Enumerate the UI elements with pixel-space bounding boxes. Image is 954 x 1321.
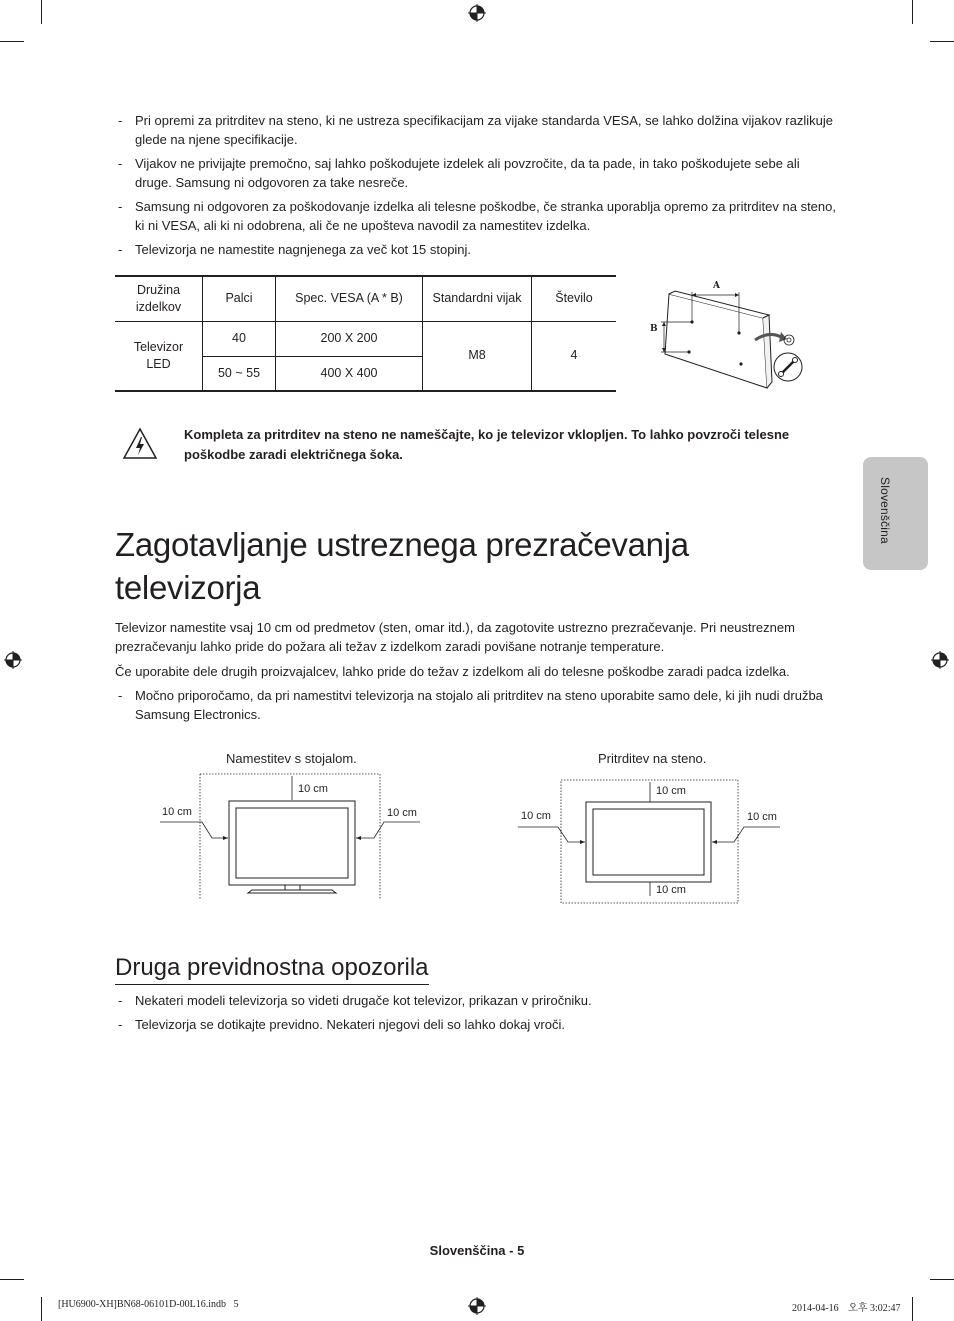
ventilation-notes-list [115,686,840,729]
electric-shock-warning-icon [122,427,158,461]
list-item: - Samsung ni odgovoren za poškodovanje izdelka ali telesne poškodbe, če stranka uporablja opremo za pritrditev na steno, ki ni VESA, ali ki ni odobrena, ali če ne upošteva navodil za namestitev izdelka. [115,197,840,235]
list-item: - Televizorja se dotikajte previdno. Nekateri njegovi deli so lahko dokaj vroči. [115,1015,840,1034]
table-cell: 4 [532,321,617,391]
table-cell: 40 [203,321,276,356]
clearance-right-label: 10 cm [387,807,417,819]
list-item: - Televizorja ne namestite nagnjenega za več kot 15 stopinj. [115,240,840,259]
language-tab-label: Slovenščina [878,477,892,544]
list-item: - Vijakov ne privijajte premočno, saj lahko poškodujete izdelek ali povzročite, da ta pade, in tako poškodujete sebe ali druge. Samsung ni odgovoren za take nesreče. [115,154,840,192]
crop-mark [0,41,24,42]
table-row [115,321,616,356]
language-side-tab [863,457,928,570]
registration-mark-icon [4,651,22,669]
section-title-ventilation [115,523,689,609]
warning-text: Kompleta za pritrditev na steno ne nameščajte, ko je televizor vklopljen. To lahko povzroči telesne poškodbe zaradi električnega šoka. [184,427,790,462]
dimension-a-label: A [713,281,720,291]
dimension-b-label: B [650,324,658,334]
registration-mark-icon [468,1297,486,1315]
vesa-notes-list [115,111,840,264]
table-cell: M8 [423,321,532,391]
table-cell: 50 ~ 55 [203,356,276,391]
clearance-left-label: 10 cm [521,810,551,822]
page-footer: Slovenščina - 5 [429,1243,525,1258]
section-title-precautions: Druga previdnostna opozorila [115,953,429,985]
crop-mark [41,0,42,24]
precautions-list [115,991,840,1039]
list-item: - Pri opremi za pritrditev na steno, ki ne ustreza specifikacijam za vijake standarda VESA, se lahko dolžina vijakov razlikuje glede na njene specifikacije. [115,111,840,149]
table-cell: 200 X 200 [276,321,423,356]
table-header-row [115,276,616,321]
wall-figure-caption: Pritrditev na steno. [598,751,707,766]
table-header: Spec. VESA (A * B) [276,276,423,321]
stand-figure-caption: Namestitev s stojalom. [226,751,357,766]
crop-mark [912,0,913,24]
print-date-info: 2014-04-16 오후 3:02:47 [792,1303,901,1314]
stand-installation-diagram [160,772,425,902]
registration-mark-icon [931,651,949,669]
paragraph: Televizor namestite vsaj 10 cm od predmetov (sten, omar itd.), da zagotovite ustrezno prezračevanje. Pri neustreznem prezračevanju lahko pride do požara ali težav z izdelkom zaradi povišane notranje temperature. [115,620,795,654]
wall-installation-diagram [518,775,783,907]
crop-mark [930,1279,954,1280]
wall-mount-diagram [645,272,810,392]
clearance-right-label: 10 cm [747,811,777,823]
clearance-bottom-label: 10 cm [656,884,686,896]
paragraph: Če uporabite dele drugih proizvajalcev, lahko pride do težav z izdelkom ali do telesne poškodbe zaradi padca izdelka. [115,664,790,679]
table-header: Število [532,276,617,321]
clearance-top-label: 10 cm [656,785,686,797]
crop-mark [930,41,954,42]
table-cell: Televizor LED [115,321,203,391]
clearance-left-label: 10 cm [162,806,192,818]
print-file-info: [HU6900-XH]BN68-06101D-00L16.indb 5 [58,1299,239,1310]
list-item: - Nekateri modeli televizorja so videti drugače kot televizor, prikazan v priročniku. [115,991,840,1010]
registration-mark-icon [468,4,486,22]
title-line: televizorja [115,569,261,606]
title-line: Zagotavljanje ustreznega prezračevanja [115,526,689,563]
clearance-top-label: 10 cm [298,783,328,795]
table-cell: 400 X 400 [276,356,423,391]
crop-mark [41,1297,42,1321]
list-item: - Močno priporočamo, da pri namestitvi televizorja na stojalo ali pritrditev na steno uporabite samo dele, ki jih nudi družba Samsung Electronics. [115,686,840,724]
table-header: Družina izdelkov [115,276,203,321]
crop-mark [912,1297,913,1321]
table-header: Standardni vijak [423,276,532,321]
vesa-spec-table [115,275,616,392]
table-header: Palci [203,276,276,321]
crop-mark [0,1279,24,1280]
